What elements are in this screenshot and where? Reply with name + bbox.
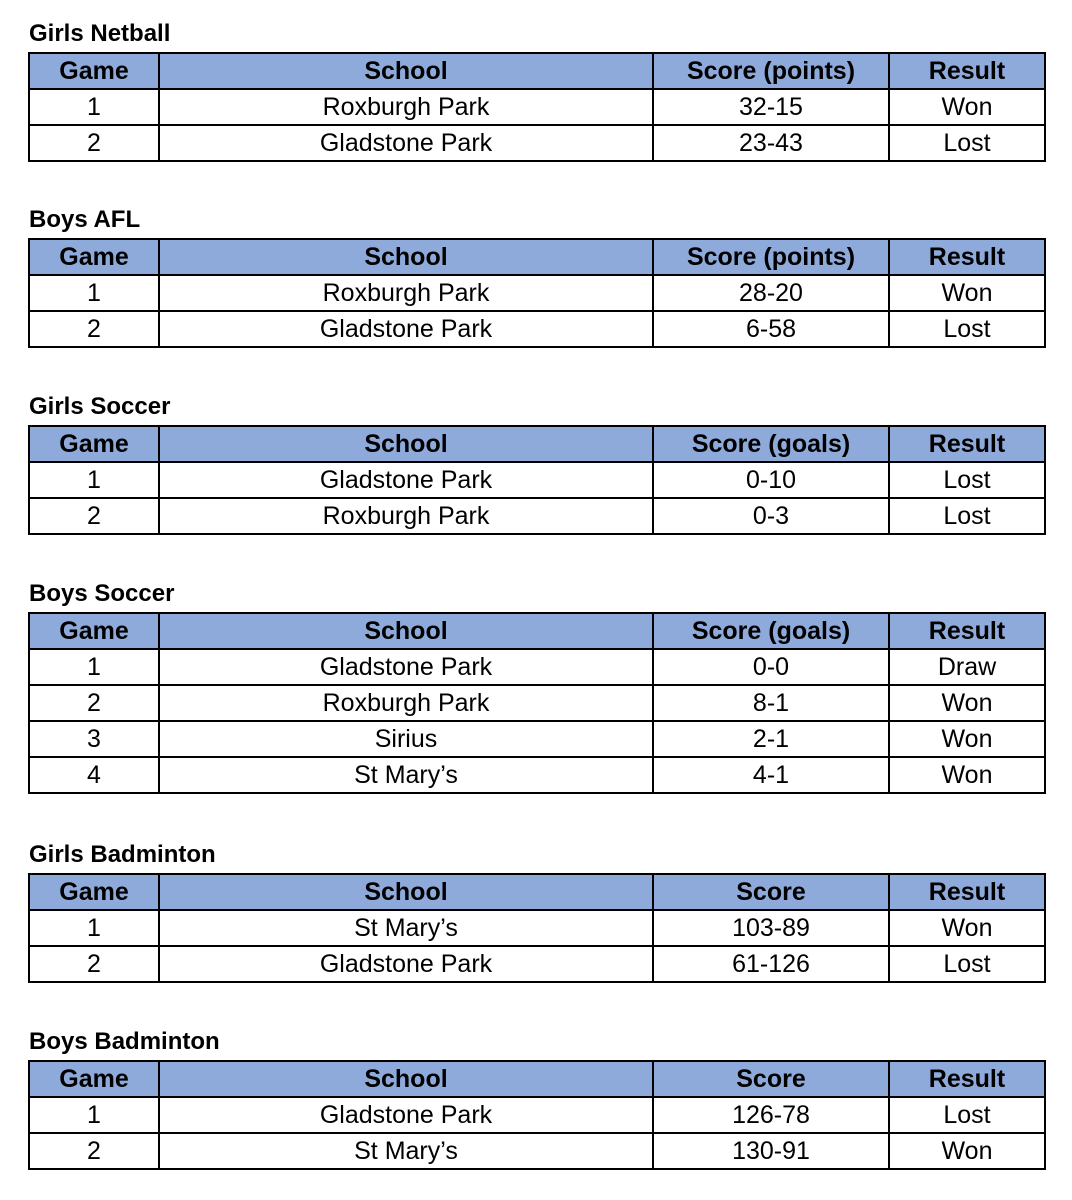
- cell-school: Roxburgh Park: [159, 685, 653, 721]
- cell-school: Gladstone Park: [159, 649, 653, 685]
- cell-game: 2: [29, 685, 159, 721]
- table-header-row: [29, 1061, 1045, 1097]
- cell-game: 1: [29, 89, 159, 125]
- header-score: Score (goals): [653, 613, 889, 649]
- cell-school: St Mary’s: [159, 757, 653, 793]
- cell-result: Lost: [889, 311, 1045, 347]
- header-result: Result: [889, 53, 1045, 89]
- section-title: Boys Badminton: [29, 1028, 220, 1055]
- cell-school: Sirius: [159, 721, 653, 757]
- cell-result: Won: [889, 721, 1045, 757]
- cell-school: Gladstone Park: [159, 311, 653, 347]
- cell-game: 1: [29, 1097, 159, 1133]
- cell-result: Lost: [889, 1097, 1045, 1133]
- table-row: [29, 89, 1045, 125]
- cell-score: 103-89: [653, 910, 889, 946]
- header-score: Score (points): [653, 53, 889, 89]
- cell-game: 1: [29, 275, 159, 311]
- cell-score: 23-43: [653, 125, 889, 161]
- cell-result: Lost: [889, 946, 1045, 982]
- table-header-row: [29, 874, 1045, 910]
- cell-score: 126-78: [653, 1097, 889, 1133]
- cell-score: 32-15: [653, 89, 889, 125]
- table-header-row: [29, 53, 1045, 89]
- cell-game: 2: [29, 125, 159, 161]
- cell-score: 130-91: [653, 1133, 889, 1169]
- cell-score: 0-0: [653, 649, 889, 685]
- header-game: Game: [29, 53, 159, 89]
- cell-score: 4-1: [653, 757, 889, 793]
- cell-game: 3: [29, 721, 159, 757]
- header-result: Result: [889, 1061, 1045, 1097]
- header-school: School: [159, 53, 653, 89]
- section-title: Girls Netball: [29, 20, 171, 47]
- header-game: Game: [29, 613, 159, 649]
- table-row: [29, 757, 1045, 793]
- table-row: [29, 910, 1045, 946]
- header-game: Game: [29, 426, 159, 462]
- cell-score: 28-20: [653, 275, 889, 311]
- section-title: Boys AFL: [29, 206, 141, 233]
- cell-result: Won: [889, 275, 1045, 311]
- results-table: [28, 238, 1046, 348]
- cell-school: Gladstone Park: [159, 946, 653, 982]
- cell-school: Roxburgh Park: [159, 498, 653, 534]
- header-score: Score (goals): [653, 426, 889, 462]
- cell-game: 2: [29, 498, 159, 534]
- cell-score: 0-3: [653, 498, 889, 534]
- header-school: School: [159, 1061, 653, 1097]
- table-row: [29, 125, 1045, 161]
- header-school: School: [159, 426, 653, 462]
- table-row: [29, 462, 1045, 498]
- header-school: School: [159, 613, 653, 649]
- table-row: [29, 498, 1045, 534]
- cell-result: Lost: [889, 125, 1045, 161]
- section-title: Boys Soccer: [29, 580, 175, 607]
- results-table: [28, 873, 1046, 983]
- table-row: [29, 685, 1045, 721]
- cell-school: St Mary’s: [159, 1133, 653, 1169]
- header-score: Score: [653, 1061, 889, 1097]
- cell-result: Draw: [889, 649, 1045, 685]
- cell-score: 2-1: [653, 721, 889, 757]
- header-result: Result: [889, 239, 1045, 275]
- cell-result: Won: [889, 685, 1045, 721]
- cell-result: Won: [889, 757, 1045, 793]
- cell-game: 1: [29, 910, 159, 946]
- results-table: [28, 612, 1046, 794]
- header-game: Game: [29, 239, 159, 275]
- header-game: Game: [29, 1061, 159, 1097]
- results-table: [28, 52, 1046, 162]
- header-result: Result: [889, 426, 1045, 462]
- header-result: Result: [889, 613, 1045, 649]
- header-score: Score: [653, 874, 889, 910]
- header-game: Game: [29, 874, 159, 910]
- cell-game: 2: [29, 946, 159, 982]
- cell-game: 1: [29, 649, 159, 685]
- cell-school: Gladstone Park: [159, 1097, 653, 1133]
- table-row: [29, 946, 1045, 982]
- header-score: Score (points): [653, 239, 889, 275]
- section-title: Girls Soccer: [29, 393, 171, 420]
- cell-result: Lost: [889, 462, 1045, 498]
- cell-result: Won: [889, 89, 1045, 125]
- cell-score: 8-1: [653, 685, 889, 721]
- cell-school: Roxburgh Park: [159, 89, 653, 125]
- header-school: School: [159, 239, 653, 275]
- header-school: School: [159, 874, 653, 910]
- table-row: [29, 1133, 1045, 1169]
- cell-result: Won: [889, 1133, 1045, 1169]
- cell-game: 2: [29, 1133, 159, 1169]
- cell-school: Gladstone Park: [159, 125, 653, 161]
- cell-game: 4: [29, 757, 159, 793]
- table-row: [29, 649, 1045, 685]
- table-row: [29, 721, 1045, 757]
- table-header-row: [29, 613, 1045, 649]
- table-row: [29, 1097, 1045, 1133]
- cell-score: 0-10: [653, 462, 889, 498]
- table-row: [29, 275, 1045, 311]
- cell-result: Won: [889, 910, 1045, 946]
- cell-school: Gladstone Park: [159, 462, 653, 498]
- cell-score: 61-126: [653, 946, 889, 982]
- cell-game: 2: [29, 311, 159, 347]
- results-table: [28, 425, 1046, 535]
- header-result: Result: [889, 874, 1045, 910]
- cell-result: Lost: [889, 498, 1045, 534]
- table-row: [29, 311, 1045, 347]
- table-header-row: [29, 239, 1045, 275]
- table-header-row: [29, 426, 1045, 462]
- section-title: Girls Badminton: [29, 841, 216, 868]
- results-table: [28, 1060, 1046, 1170]
- cell-school: Roxburgh Park: [159, 275, 653, 311]
- cell-game: 1: [29, 462, 159, 498]
- cell-school: St Mary’s: [159, 910, 653, 946]
- cell-score: 6-58: [653, 311, 889, 347]
